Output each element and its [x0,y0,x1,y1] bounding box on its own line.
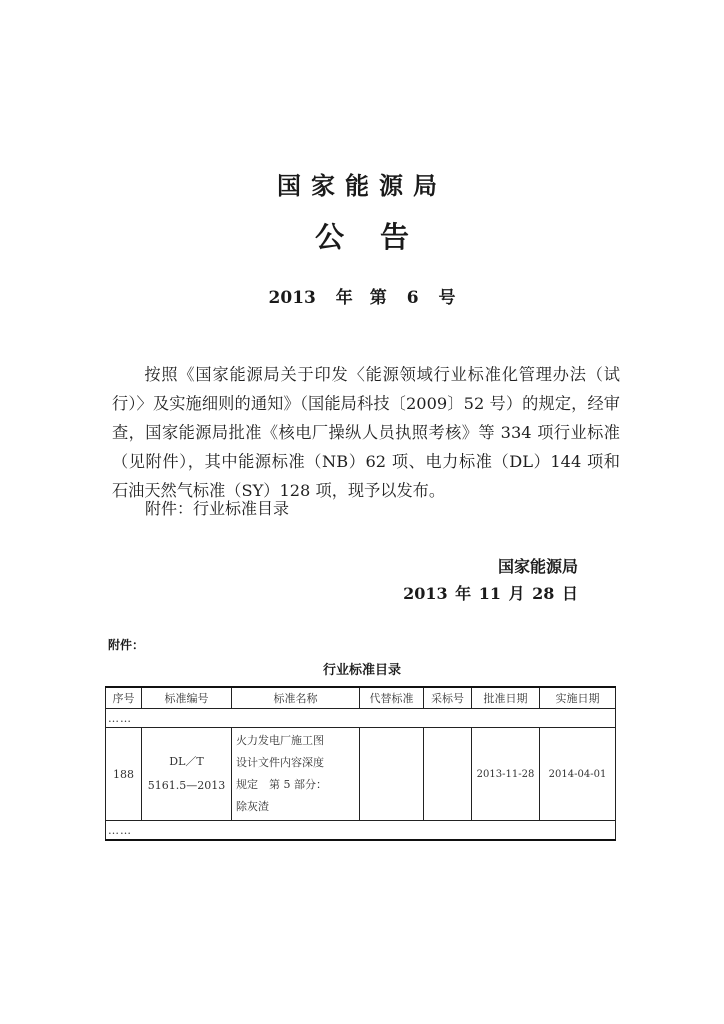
issuing-organization-title: 国家能源局 [277,172,447,200]
standard-name: 火力发电厂施工图 设计文件内容深度 规定 第 5 部分： 除灰渣 [232,728,360,821]
column-header-code: 标准编号 [142,687,232,709]
empty-cell [142,709,232,728]
catalog-title: 行业标准目录 [322,663,401,678]
replaced-standard [360,728,424,821]
row-number: 188 [106,728,142,821]
signature-organization: 国家能源局 [497,557,578,576]
empty-cell [540,821,616,841]
empty-cell [472,709,540,728]
attachment-reference: 附件：行业标准目录 [145,499,290,518]
attachment-label: 附件： [108,638,145,652]
column-header-name: 标准名称 [232,687,360,709]
empty-cell [424,821,472,841]
column-header-adopted: 采标号 [424,687,472,709]
announcement-body: 按照《国家能源局关于印发〈能源领域行业标准化管理办法（试行）〉及实施细则的通知》（国能局科技〔2009〕52 号）的规定，经审查，国家能源局批准《核电厂操纵人员执照考核》等 334 项行业标准（见附件），其中能源标准（NB）62 项、电力标准（DL）144 项和石油天然气标准（SY）128 项，现予以发布。 [112,365,620,500]
standard-code: DL／T 5161.5—2013 [142,728,232,821]
empty-cell [142,821,232,841]
column-header-replaces: 代替标准 [360,687,424,709]
empty-cell [232,709,360,728]
table-header-row [106,687,616,709]
empty-cell [360,709,424,728]
empty-cell [360,821,424,841]
empty-cell [232,821,360,841]
column-header-effective: 实施日期 [540,687,616,709]
table-row [106,728,616,821]
effective-date: 2014-04-01 [540,728,616,821]
empty-cell [540,709,616,728]
issue-number: 2013 年 第 6 号 [268,288,456,308]
signature-date: 2013 年 11 月 28 日 [403,584,578,603]
table-row-ellipsis-top [106,709,616,728]
column-header-approved: 批准日期 [472,687,540,709]
ellipsis-cell: …… [106,821,142,841]
notice-title: 公告 [314,220,445,254]
adopted-standard [424,728,472,821]
standards-catalog-table [105,686,616,841]
table-row-ellipsis-bottom [106,821,616,841]
approval-date: 2013-11-28 [472,728,540,821]
empty-cell [472,821,540,841]
empty-cell [424,709,472,728]
ellipsis-cell: …… [106,709,142,728]
column-header-no: 序号 [106,687,142,709]
